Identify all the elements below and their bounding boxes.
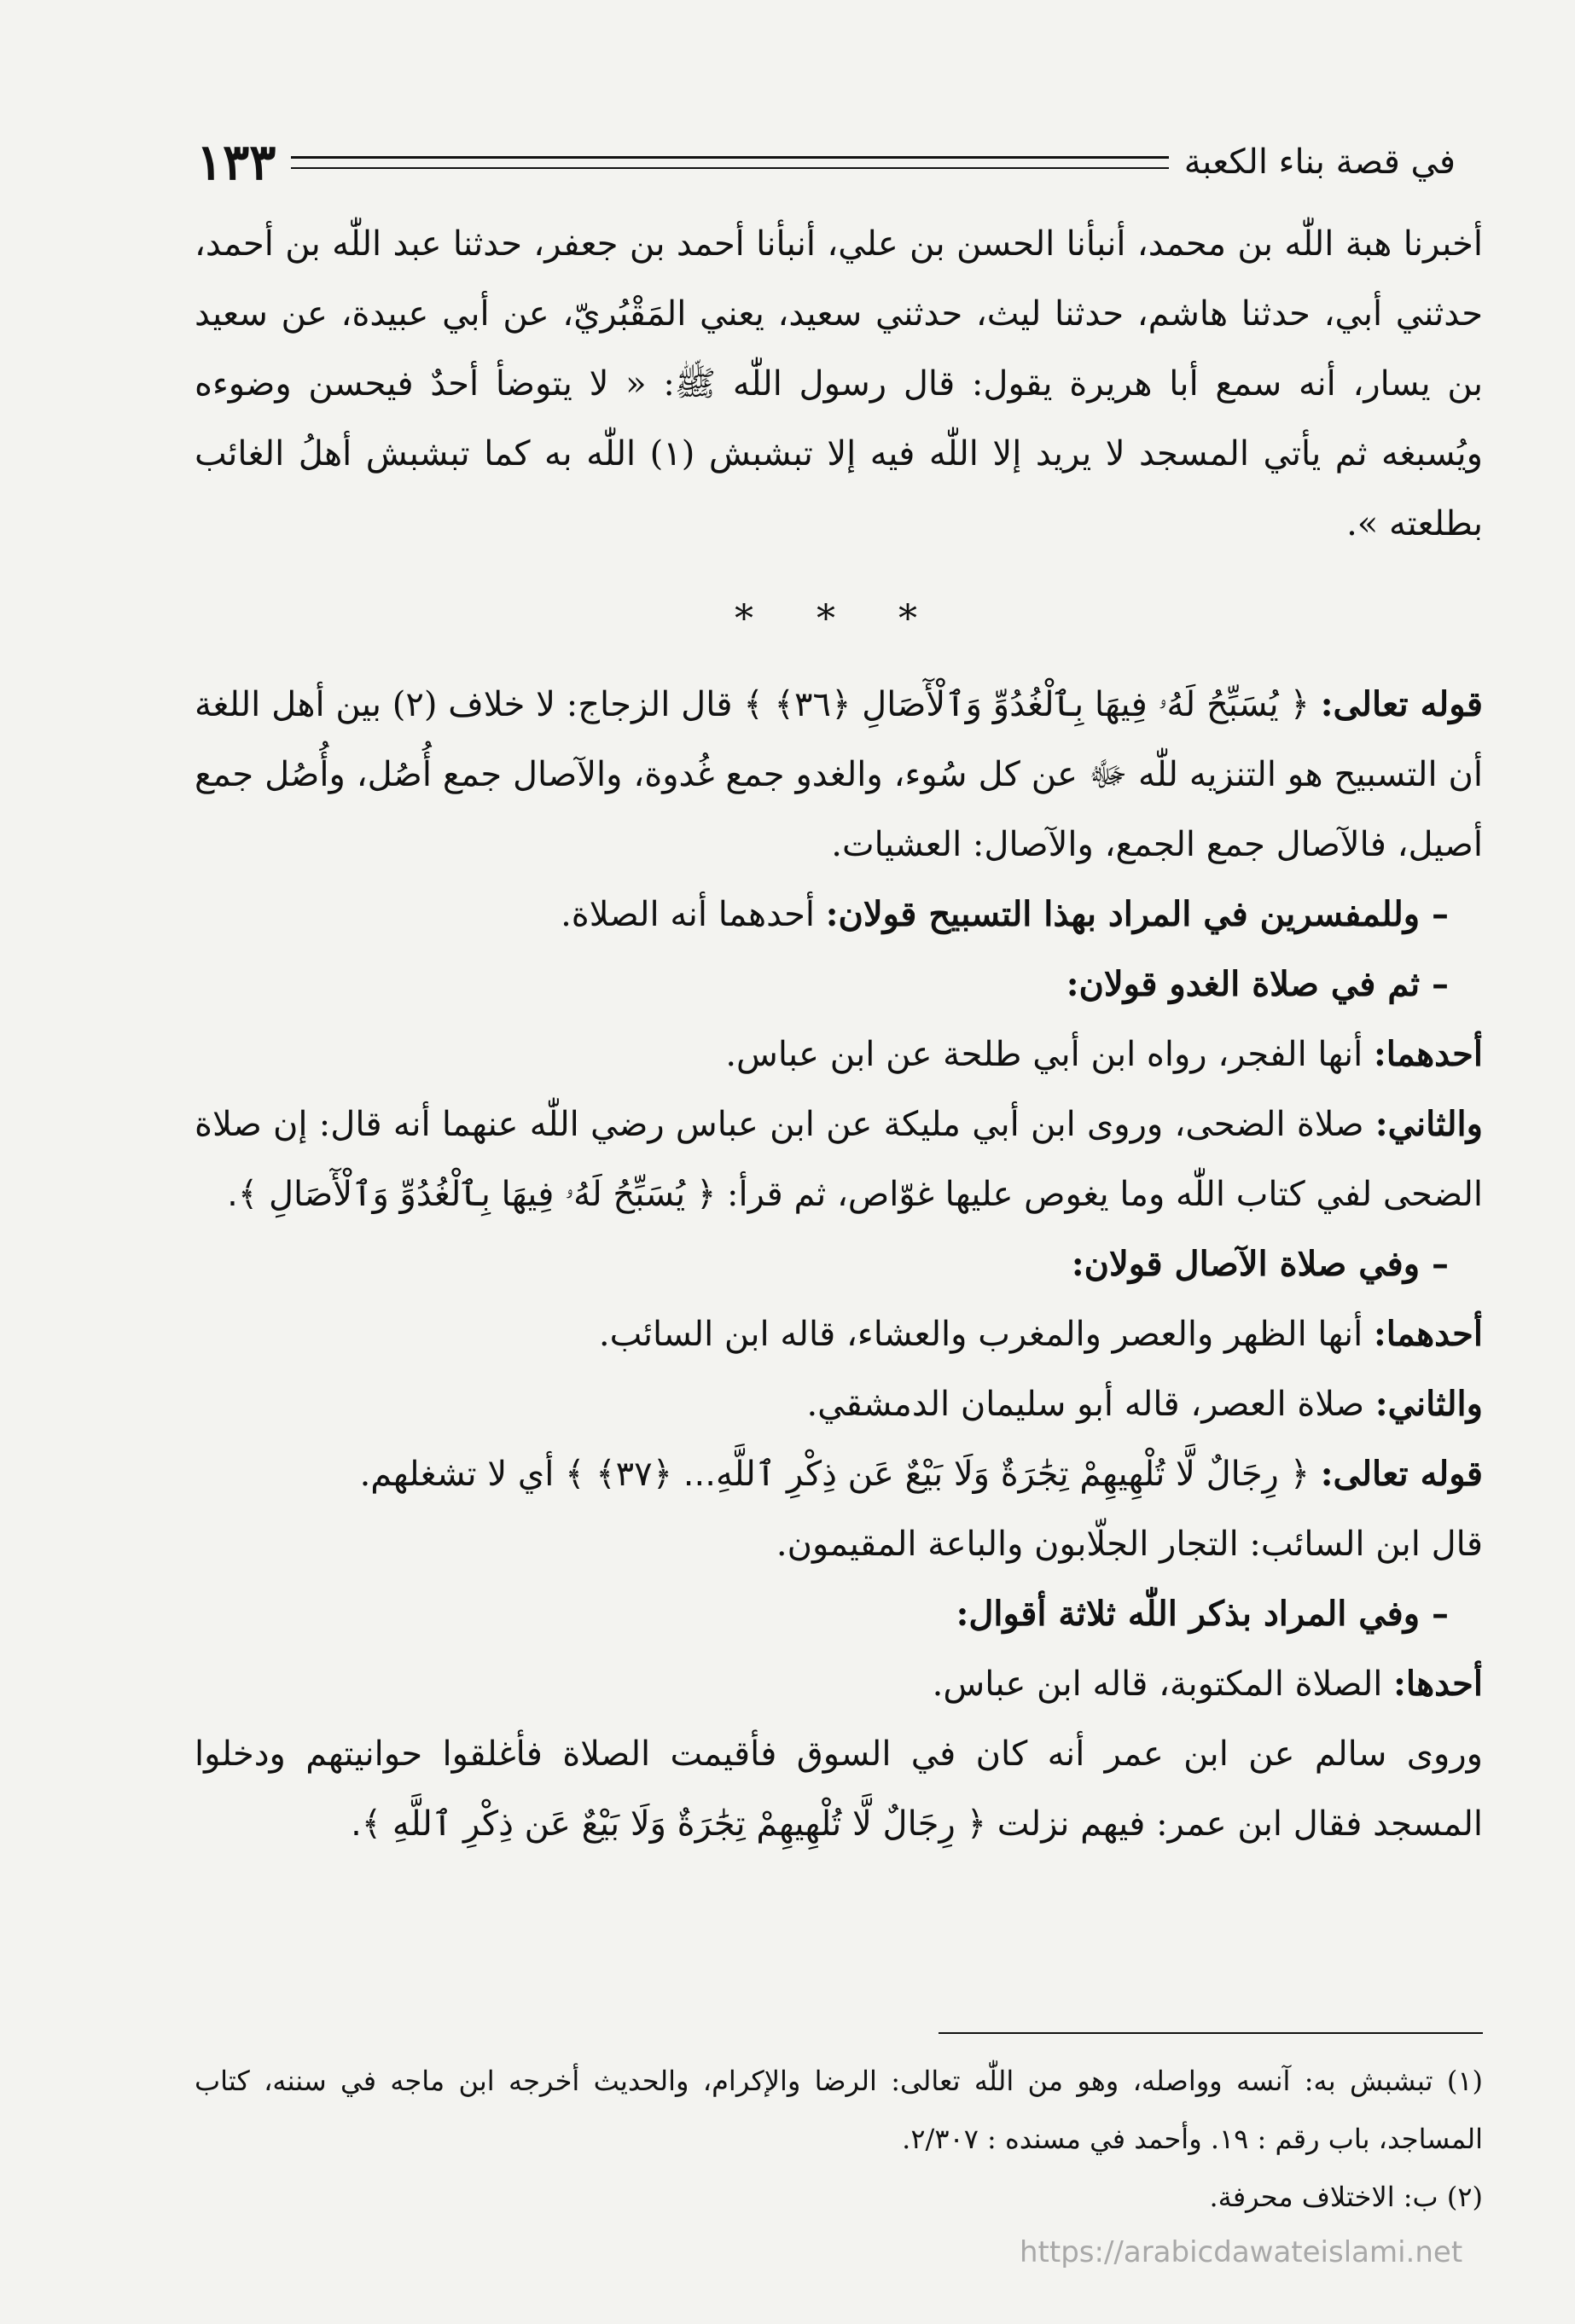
footnotes (195, 2052, 1483, 2226)
header-rule (291, 156, 1168, 169)
footnote-2: (٢) ب: الاختلاف محرفة. (1209, 2181, 1483, 2213)
opinion-one (195, 1020, 1483, 1089)
heading-rest: أحدهما أنه الصلاة. (561, 895, 815, 934)
commentary-text: قال الزجاج: لا خلاف (٢) بين أهل اللغة أن التسبيح هو التنزيه للّٰه ﷻ عن كل سُوء، والغدو جمع غُدوة، والآصال جمع أُصُل، وأُصُل جمع أصيل، فالآصال جمع الجمع، والآصال: العشيات. (195, 685, 1483, 864)
commentary-text: أي لا تشغلهم. (359, 1455, 555, 1494)
main-text (195, 209, 1483, 1859)
opinion-two (195, 1089, 1483, 1229)
opinion-label: أحدهما: (1373, 1314, 1483, 1354)
narration-text: وروى سالم عن ابن عمر أنه كان في السوق فأقيمت الصلاة فأغلقوا حوانيتهم ودخلوا المسجد فقال ابن عمر: فيهم نزلت (195, 1734, 1483, 1844)
opinion-heading-3: – وفي صلاة الآصال قولان: (1071, 1244, 1449, 1284)
verse-commentary-paragraph (195, 670, 1483, 880)
opinion-one-b (195, 1299, 1483, 1369)
opinion-text: أنها الفجر، رواه ابن أبي طلحة عن ابن عباس. (725, 1035, 1363, 1074)
opinion-text: أنها الظهر والعصر والمغرب والعشاء، قاله ابن السائب. (598, 1315, 1363, 1354)
footnote-1: (١) تبشبش به: آنسه وواصله، وهو من اللّٰه تعالى: الرضا والإكرام، والحديث أخرجه ابن ماجه في سننه، كتاب المساجد، باب رقم : ١٩. وأحمد في مسنده : ٢/٣٠٧. (195, 2065, 1483, 2155)
opinion-text: صلاة العصر، قاله أبو سليمان الدمشقي. (806, 1385, 1365, 1424)
ibn-saib-quote: قال ابن السائب: التجار الجلّابون والباعة المقيمون. (776, 1525, 1483, 1564)
running-title: في قصة بناء الكعبة (1183, 142, 1456, 182)
page-number: ١٣٣ (196, 133, 276, 191)
heading-lead: – وللمفسرين في المراد بهذا التسبيح قولان: (825, 894, 1449, 934)
opinion-label: والثاني: (1374, 1384, 1483, 1424)
opinion-label: أحدها: (1393, 1664, 1483, 1704)
quran-verse: ﴿ يُسَبِّحُ لَهُۥ فِيهَا بِٱلْغُدُوِّ وَٱلْأٓصَالِ ﴿٣٦﴾ ﴾ (743, 685, 1310, 724)
opinion-label: والثاني: (1374, 1104, 1483, 1144)
verse-lead: قوله تعالى: (1320, 684, 1484, 724)
page-header (196, 133, 1456, 191)
footnote-rule (939, 2032, 1483, 2034)
opinion-text: الصلاة المكتوبة، قاله ابن عباس. (932, 1665, 1383, 1704)
quran-verse: ﴿ يُسَبِّحُ لَهُۥ فِيهَا بِٱلْغُدُوِّ وَٱلْأٓصَالِ ﴾. (227, 1175, 717, 1214)
opinion-text: صلاة الضحى، وروى ابن أبي مليكة عن ابن عباس رضي اللّٰه عنهما أنه قال: إن صلاة الضحى لفي كتاب اللّٰه وما يغوص عليها غوّاص، ثم قرأ: (195, 1105, 1483, 1214)
opinion-heading (195, 880, 1483, 950)
opinion-two-b (195, 1369, 1483, 1439)
verse-lead: قوله تعالى: (1320, 1454, 1483, 1494)
opinion-one-c (195, 1649, 1483, 1719)
ibn-umar-narration (195, 1719, 1483, 1859)
quran-verse: ﴿ رِجَالٌ لَّا تُلْهِيهِمْ تِجَٰرَةٌ وَلَا بَيْعٌ عَن ذِكْرِ ٱللَّهِ... ﴿٣٧﴾ ﴾ (565, 1455, 1311, 1494)
opinion-label: أحدهما: (1373, 1034, 1483, 1074)
quran-verse: ﴿ رِجَالٌ لَّا تُلْهِيهِمْ تِجَٰرَةٌ وَلَا بَيْعٌ عَن ذِكْرِ ٱللَّهِ ﴾. (351, 1804, 987, 1844)
opinion-heading-2: – ثم في صلاة الغدو قولان: (1066, 964, 1449, 1004)
hadith-paragraph: أخبرنا هبة اللّٰه بن محمد، أنبأنا الحسن بن علي، أنبأنا أحمد بن جعفر، حدثنا عبد اللّٰه بن أحمد، حدثني أبي، حدثنا هاشم، حدثنا ليث، حدثني سعيد، يعني المَقْبُريّ، عن أبي عبيدة، عن سعيد بن يسار، أنه سمع أبا هريرة يقول: قال رسول اللّٰه ﷺ: « لا يتوضأ أحدٌ فيحسن وضوءه ويُسبغه ثم يأتي المسجد لا يريد إلا اللّٰه فيه إلا تبشبش (١) اللّٰه به كما تبشبش أهلُ الغائب بطلعته ». (195, 224, 1483, 543)
opinion-heading-4: – وفي المراد بذكر اللّٰه ثلاثة أقوال: (956, 1594, 1449, 1634)
watermark-url: https://arabicdawateislami.net (1020, 2235, 1463, 2269)
section-separator: * * * (735, 597, 943, 641)
verse-commentary-paragraph-2 (195, 1439, 1483, 1509)
